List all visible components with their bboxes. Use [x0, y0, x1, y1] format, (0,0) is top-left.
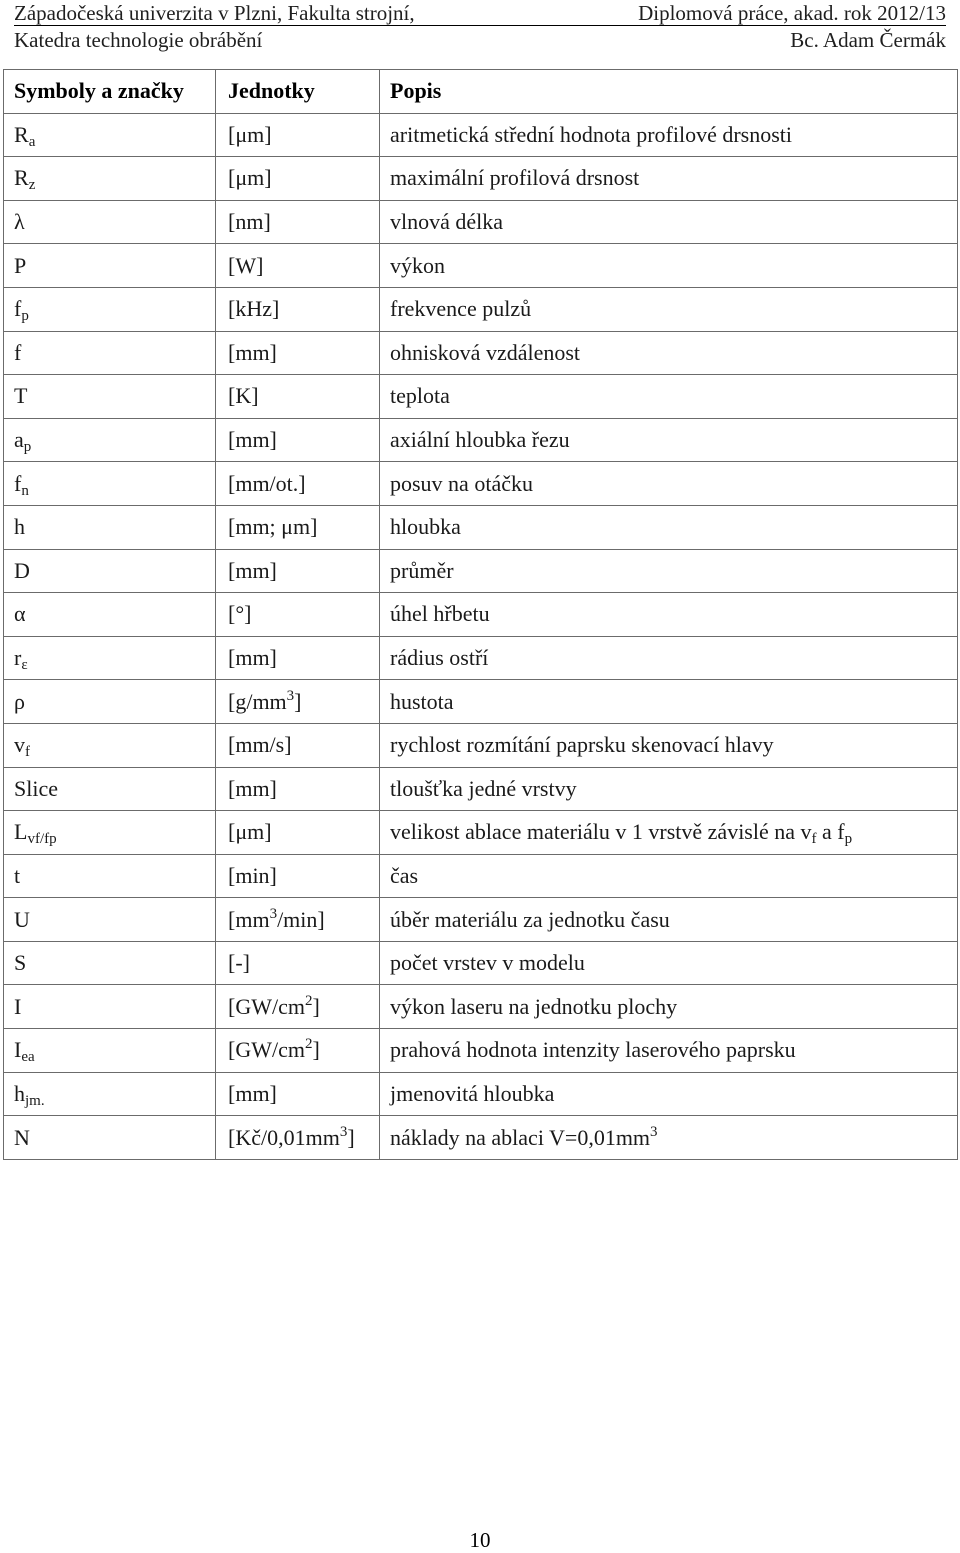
symbol-subscript: ε [21, 657, 28, 674]
symbols-table [3, 69, 958, 1160]
table-row [4, 898, 958, 942]
unit-text: [mm] [228, 557, 277, 583]
description-text: průměr [390, 557, 454, 583]
unit-cell [216, 854, 380, 898]
description-text: vlnová délka [390, 209, 504, 235]
unit-text: [kHz] [228, 296, 280, 322]
table-row [4, 113, 958, 157]
symbol-text: t [14, 862, 21, 888]
symbol-text: h [14, 514, 25, 540]
description-superscript: 3 [650, 1123, 658, 1140]
description-subscript: f [811, 831, 817, 848]
symbol-cell [4, 244, 216, 288]
unit-text: [GW/cm [228, 993, 305, 1019]
description-text: počet vrstev v modelu [390, 950, 585, 976]
table-row [4, 462, 958, 506]
table-row [4, 680, 958, 724]
description-cell [380, 898, 958, 942]
unit-text: [mm/ot.] [228, 470, 306, 496]
unit-text: [mm] [228, 775, 277, 801]
table-row [4, 157, 958, 201]
symbol-text: f [14, 339, 22, 365]
description-cell [380, 723, 958, 767]
table-row [4, 1029, 958, 1073]
table-row [4, 200, 958, 244]
symbol-subscript: vf/fp [27, 831, 57, 848]
unit-cell [216, 200, 380, 244]
symbol-cell [4, 985, 216, 1029]
symbol-cell [4, 1029, 216, 1073]
description-cell [380, 505, 958, 549]
description-cell [380, 375, 958, 419]
description-cell [380, 593, 958, 637]
unit-cell [216, 636, 380, 680]
symbol-subscript: jm. [25, 1092, 45, 1109]
symbol-subscript: p [21, 308, 29, 325]
unit-text: [mm] [228, 645, 277, 671]
description-cell [380, 418, 958, 462]
description-text: posuv na otáčku [390, 470, 533, 496]
symbol-text: N [14, 1124, 30, 1150]
unit-cell [216, 157, 380, 201]
symbol-cell [4, 331, 216, 375]
unit-superscript: 2 [304, 992, 313, 1009]
unit-text: [mm; μm] [228, 514, 318, 540]
symbol-cell [4, 418, 216, 462]
column-header-symbols: Symboly a značky [4, 70, 216, 114]
symbol-text: ρ [14, 688, 25, 714]
table-row [4, 375, 958, 419]
description-cell [380, 1072, 958, 1116]
unit-tail: ] [312, 1037, 320, 1063]
description-cell [380, 811, 958, 855]
symbol-cell [4, 636, 216, 680]
symbol-cell [4, 462, 216, 506]
unit-text: [mm] [228, 339, 277, 365]
unit-tail: ] [312, 993, 320, 1019]
table-row [4, 636, 958, 680]
unit-text: [μm] [228, 819, 272, 845]
unit-cell [216, 593, 380, 637]
symbol-text: Slice [14, 775, 58, 801]
unit-cell [216, 331, 380, 375]
description-tail: a f [816, 819, 845, 845]
unit-tail: ] [294, 688, 302, 714]
symbol-text: a [14, 427, 24, 453]
symbol-cell [4, 200, 216, 244]
table-row [4, 854, 958, 898]
symbol-cell [4, 898, 216, 942]
description-text: rádius ostří [390, 645, 489, 671]
table-row [4, 985, 958, 1029]
header-author: Bc. Adam Čermák [790, 28, 946, 52]
symbol-text: r [14, 645, 22, 671]
unit-text: [mm] [228, 1080, 277, 1106]
description-text: výkon [390, 252, 445, 278]
table-row [4, 811, 958, 855]
symbol-cell [4, 723, 216, 767]
table-row [4, 331, 958, 375]
description-text: úběr materiálu za jednotku času [390, 906, 670, 932]
page-header-line-1 [14, 1, 946, 26]
table-row [4, 549, 958, 593]
unit-text: [W] [228, 252, 264, 278]
page-header-line-2 [14, 28, 946, 52]
unit-cell [216, 1072, 380, 1116]
description-text: jmenovitá hloubka [390, 1080, 555, 1106]
symbol-cell [4, 593, 216, 637]
description-cell [380, 854, 958, 898]
description-cell [380, 767, 958, 811]
unit-superscript: 3 [286, 687, 295, 704]
symbol-text: h [14, 1080, 25, 1106]
unit-text: [K] [228, 383, 259, 409]
description-subscript: p [844, 831, 853, 848]
unit-cell [216, 985, 380, 1029]
symbol-subscript: f [25, 744, 30, 761]
unit-cell [216, 767, 380, 811]
description-text: úhel hřbetu [390, 601, 490, 627]
table-row [4, 593, 958, 637]
symbol-text: f [14, 470, 22, 496]
description-text: hloubka [390, 514, 461, 540]
column-header-units: Jednotky [216, 70, 380, 114]
unit-cell [216, 505, 380, 549]
description-cell [380, 1029, 958, 1073]
unit-cell [216, 898, 380, 942]
symbol-text: R [14, 121, 29, 147]
symbol-text: I [14, 1037, 22, 1063]
unit-cell [216, 418, 380, 462]
description-cell [380, 287, 958, 331]
symbol-cell [4, 680, 216, 724]
unit-cell [216, 941, 380, 985]
symbol-text: S [14, 950, 27, 976]
description-text: tloušťka jedné vrstvy [390, 775, 577, 801]
table-row [4, 418, 958, 462]
symbol-text: U [14, 906, 30, 932]
unit-cell [216, 549, 380, 593]
unit-tail: ] [347, 1124, 355, 1150]
symbol-text: R [14, 165, 29, 191]
unit-text: [min] [228, 862, 277, 888]
description-text: teplota [390, 383, 450, 409]
symbol-cell [4, 157, 216, 201]
description-text: rychlost rozmítání paprsku skenovací hlavy [390, 732, 774, 758]
symbol-cell [4, 767, 216, 811]
unit-text: [μm] [228, 121, 272, 147]
unit-cell [216, 113, 380, 157]
unit-text: [nm] [228, 209, 271, 235]
symbol-cell [4, 1116, 216, 1160]
header-department: Katedra technologie obrábění [14, 28, 263, 52]
description-cell [380, 157, 958, 201]
symbol-cell [4, 113, 216, 157]
symbol-cell [4, 375, 216, 419]
unit-text: [μm] [228, 165, 272, 191]
header-university: Západočeská univerzita v Plzni, Fakulta strojní, [14, 1, 415, 25]
unit-superscript: 3 [269, 905, 278, 922]
page-number: 10 [469, 1528, 491, 1552]
description-cell [380, 636, 958, 680]
symbol-text: v [14, 732, 25, 758]
symbol-subscript: z [28, 177, 36, 194]
symbol-text: I [14, 993, 22, 1019]
column-header-description: Popis [380, 70, 958, 114]
description-text: náklady na ablaci V=0,01mm [390, 1124, 651, 1150]
symbol-cell [4, 549, 216, 593]
description-cell [380, 462, 958, 506]
symbol-cell [4, 287, 216, 331]
symbol-text: λ [14, 209, 25, 235]
symbol-subscript: n [21, 482, 29, 499]
unit-cell [216, 244, 380, 288]
unit-cell [216, 1029, 380, 1073]
unit-superscript: 3 [339, 1123, 348, 1140]
description-text: velikost ablace materiálu v 1 vrstvě závislé na v [390, 819, 812, 845]
symbol-subscript: p [23, 439, 32, 456]
unit-text: [mm/s] [228, 732, 292, 758]
description-cell [380, 680, 958, 724]
unit-cell [216, 811, 380, 855]
description-cell [380, 113, 958, 157]
table-row [4, 505, 958, 549]
description-text: hustota [390, 688, 454, 714]
unit-superscript: 2 [304, 1036, 313, 1053]
description-text: axiální hloubka řezu [390, 427, 570, 453]
description-cell [380, 244, 958, 288]
description-text: prahová hodnota intenzity laserového paprsku [390, 1037, 796, 1063]
unit-tail: /min] [277, 906, 325, 932]
symbol-text: D [14, 557, 30, 583]
unit-cell [216, 723, 380, 767]
header-thesis-info: Diplomová práce, akad. rok 2012/13 [638, 1, 946, 25]
symbol-subscript: ea [21, 1049, 35, 1066]
symbol-text: T [14, 383, 28, 409]
description-text: výkon laseru na jednotku plochy [390, 993, 678, 1019]
symbol-cell [4, 941, 216, 985]
description-cell [380, 1116, 958, 1160]
unit-text: [Kč/0,01mm [228, 1124, 340, 1150]
unit-cell [216, 1116, 380, 1160]
description-cell [380, 331, 958, 375]
description-text: frekvence pulzů [390, 296, 532, 322]
unit-cell [216, 287, 380, 331]
symbol-cell [4, 811, 216, 855]
description-cell [380, 985, 958, 1029]
symbol-text: L [14, 819, 28, 845]
description-cell [380, 941, 958, 985]
description-text: aritmetická střední hodnota profilové drsnosti [390, 121, 793, 147]
unit-cell [216, 680, 380, 724]
symbol-cell [4, 505, 216, 549]
description-text: maximální profilová drsnost [390, 165, 640, 191]
unit-text: [mm] [228, 427, 277, 453]
table-row [4, 723, 958, 767]
unit-cell [216, 375, 380, 419]
table-row [4, 287, 958, 331]
table-row [4, 244, 958, 288]
table-row [4, 1072, 958, 1116]
table-row [4, 767, 958, 811]
table-row [4, 1116, 958, 1160]
unit-text: [GW/cm [228, 1037, 305, 1063]
symbol-cell [4, 1072, 216, 1116]
unit-cell [216, 462, 380, 506]
unit-text: [-] [228, 950, 250, 976]
unit-text: [°] [228, 601, 252, 627]
table-header-row [4, 70, 958, 114]
description-text: čas [390, 862, 419, 888]
symbol-cell [4, 854, 216, 898]
table-row [4, 941, 958, 985]
symbol-subscript: a [28, 133, 36, 150]
symbol-text: α [14, 601, 26, 627]
unit-text: [mm [228, 906, 270, 932]
symbol-text: P [14, 252, 27, 278]
description-text: ohnisková vzdálenost [390, 339, 581, 365]
description-cell [380, 200, 958, 244]
description-cell [380, 549, 958, 593]
symbol-text: f [14, 296, 22, 322]
unit-text: [g/mm [228, 688, 287, 714]
